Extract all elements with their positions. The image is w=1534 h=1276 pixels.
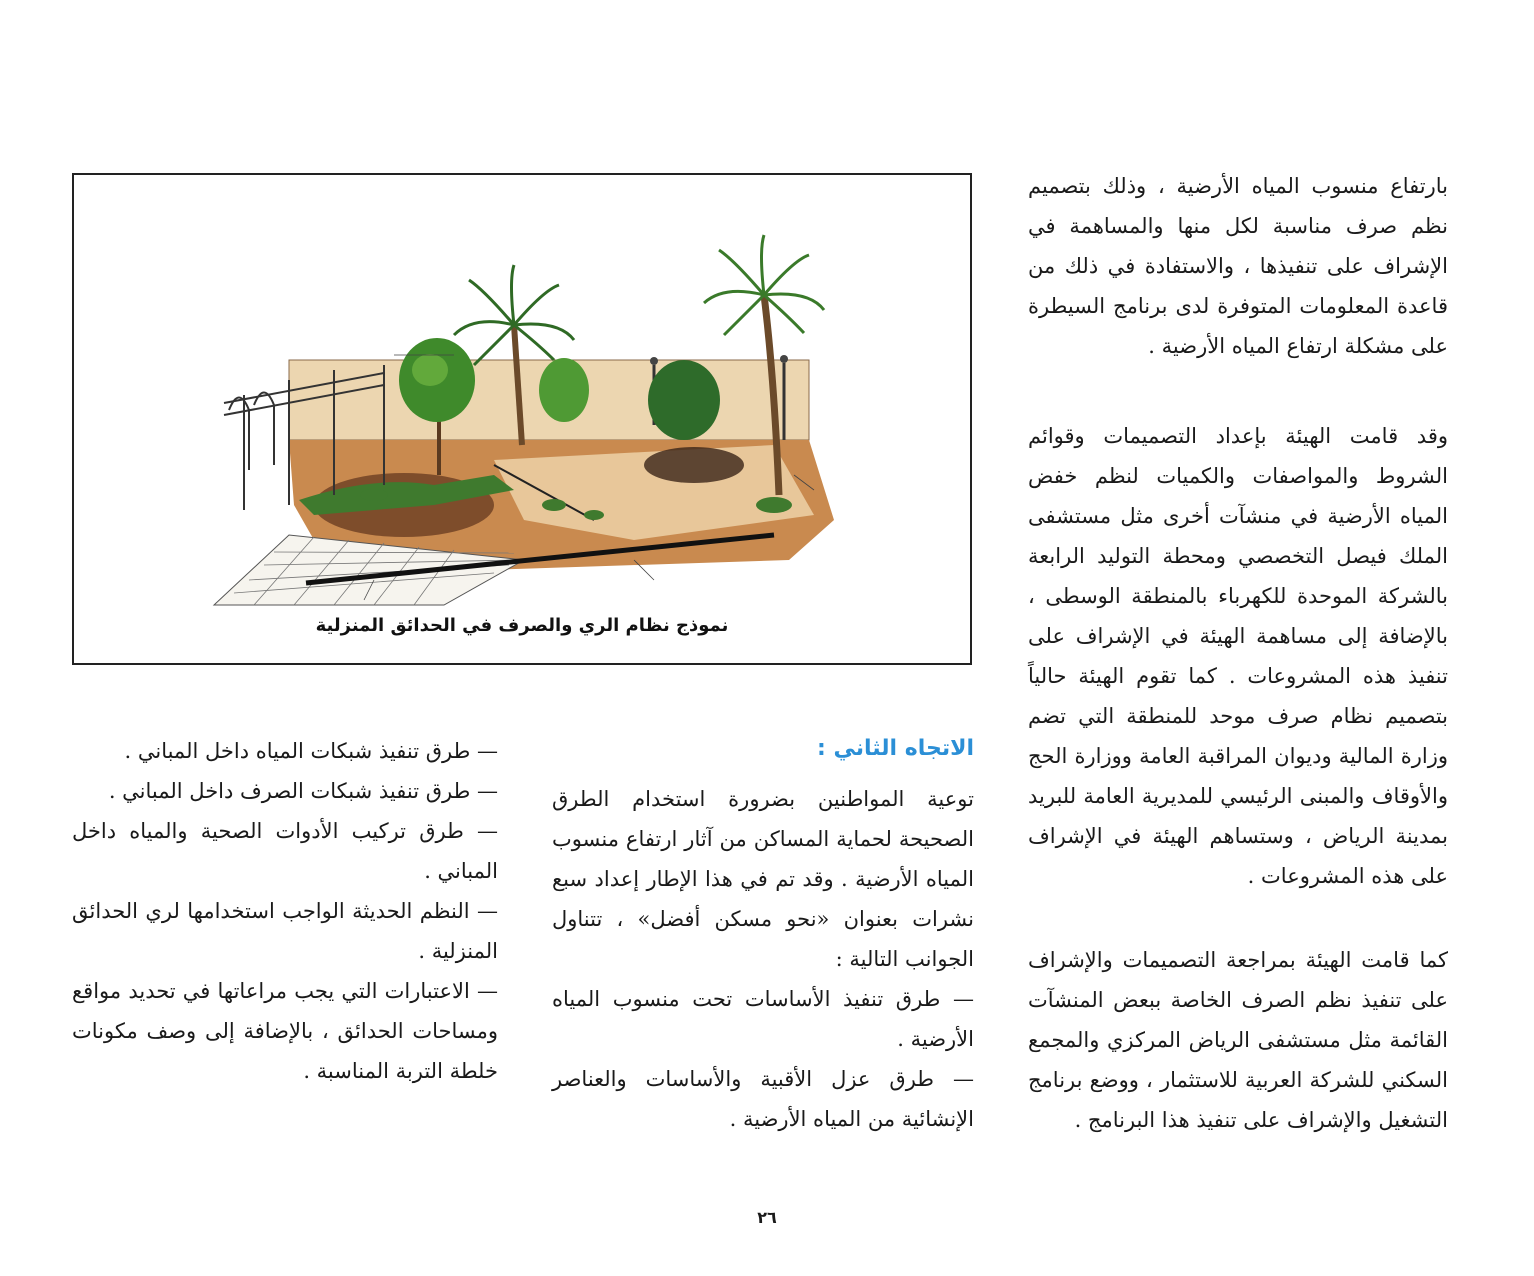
list-item: — طرق تنفيذ شبكات المياه داخل المباني . [124, 739, 498, 763]
page-number: ٢٦ [757, 1208, 777, 1227]
list-item: — النظم الحديثة الواجب استخدامها لري الحدائق المنزلية . [72, 899, 498, 963]
right-paragraph-1: بارتفاع منسوب المياه الأرضية ، وذلك بتصميم نظم صرف مناسبة لكل منها والمساهمة في الإشراف على تنفيذها ، والاستفادة في ذلك من قاعدة المعلومات المتوفرة لدى برنامج السيطرة على مشكلة ارتفاع المياه الأرضية . [1028, 174, 1448, 358]
shrub [539, 358, 589, 422]
list-item: — طرق تركيب الأدوات الصحية والمياه داخل المباني . [72, 819, 498, 883]
list-item: — طرق تنفيذ شبكات الصرف داخل المباني . [108, 779, 498, 803]
garden-illustration [74, 175, 970, 663]
section-heading: الاتجاه الثاني : [817, 736, 974, 761]
figure-caption: نموذج نظام الري والصرف في الحدائق المنزلية [315, 615, 729, 636]
list-item: — الاعتبارات التي يجب مراعاتها في تحديد مواقع ومساحات الحدائق ، بالإضافة إلى وصف مكونات خلطة التربة المناسبة . [72, 979, 498, 1083]
right-paragraph-2: وقد قامت الهيئة بإعداد التصميمات وقوائم الشروط والمواصفات والكميات لنظم خفض المياه الأرضية في منشآت أخرى مثل مستشفى الملك فيصل التخصصي ومحطة التوليد الرابعة بالشركة الموحدة للكهرباء بالمنطقة الوسطى ، بالإضافة إلى مساهمة الهيئة في الإشراف على تنفيذ هذه المشروعات . كما تقوم الهيئة حالياً بتصميم نظام صرف موحد للمنطقة التي تضم وزارة المالية وديوان المراقبة العامة ووزارة الحج والأوقاف والمبنى الرئيسي للمديرية العامة للبريد بمدينة الرياض ، وستساهم الهيئة في الإشراف على هذه المشروعات . [1028, 424, 1448, 888]
middle-column [552, 731, 974, 1139]
right-paragraph-3: كما قامت الهيئة بمراجعة التصميمات والإشراف على تنفيذ نظم الصرف الخاصة ببعض المنشآت القائمة مثل مستشفى الرياض المركزي والمجمع السكني للشركة العربية للاستثمار ، ووضع برنامج التشغيل والإشراف على تنفيذ هذا البرنامج . [1028, 948, 1448, 1132]
list-item: — طرق عزل الأقبية والأساسات والعناصر الإنشائية من المياه الأرضية . [552, 1067, 974, 1131]
list-item: — طرق تنفيذ الأساسات تحت منسوب المياه الأرضية . [552, 987, 974, 1051]
right-column [1028, 166, 1448, 1140]
intro-paragraph: توعية المواطنين بضرورة استخدام الطرق الصحيحة لحماية المساكن من آثار ارتفاع منسوب المياه الأرضية . وقد تم في هذا الإطار إعداد سبع نشرات بعنوان «نحو مسكن أفضل» ، تتناول الجوانب التالية : [552, 787, 974, 971]
garden-figure [72, 173, 972, 665]
left-column [72, 731, 498, 1091]
